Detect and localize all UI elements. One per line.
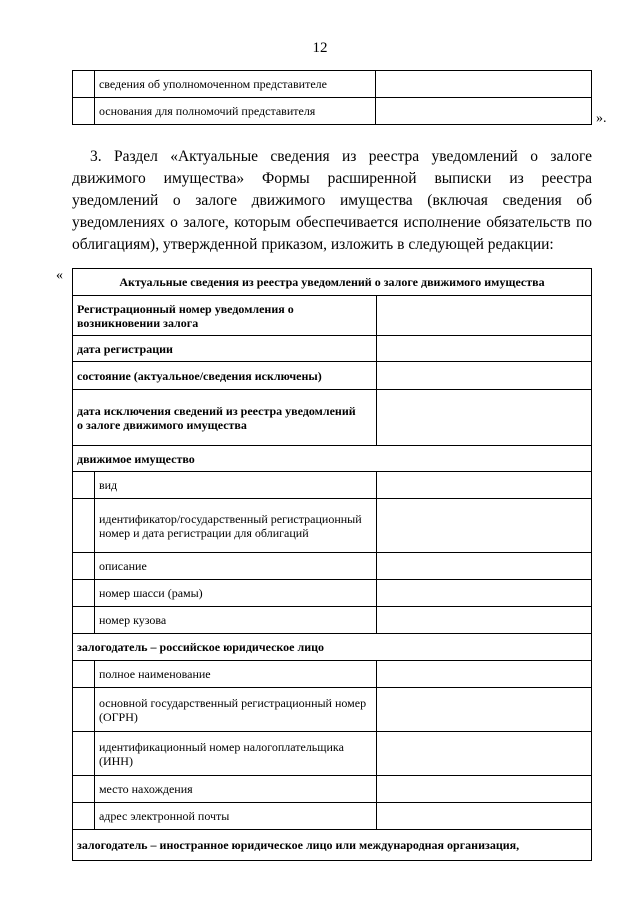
indent-cell (73, 688, 95, 732)
row-label: описание (94, 553, 376, 580)
section-heading: движимое имущество (73, 446, 592, 472)
value-cell (376, 336, 591, 362)
value-cell (376, 71, 592, 98)
indent-cell (73, 472, 95, 499)
indent-cell (73, 732, 95, 776)
table-row (73, 390, 592, 446)
row-label: идентификационный номер налогоплательщика (ИНН) (94, 732, 376, 776)
row-label: сведения об уполномоченном представителе (94, 71, 376, 98)
row-label: вид (94, 472, 376, 499)
row-label: идентификатор/государственный регистрационный номер и дата регистрации для облигаций (94, 499, 376, 553)
value-cell (376, 732, 591, 776)
table-row (73, 553, 592, 580)
table-row (73, 803, 592, 830)
section-heading: залогодатель – иностранное юридическое лицо или международная организация, (73, 830, 592, 861)
indent-cell (73, 803, 95, 830)
table-row (73, 776, 592, 803)
value-cell (376, 472, 591, 499)
value-cell (376, 362, 591, 390)
table-row (73, 661, 592, 688)
table-row (73, 336, 592, 362)
row-label: состояние (актуальное/сведения исключены) (73, 362, 377, 390)
value-cell (376, 688, 591, 732)
row-label: дата регистрации (73, 336, 377, 362)
row-label: номер кузова (94, 607, 376, 634)
table-row (73, 296, 592, 336)
value-cell (376, 580, 591, 607)
table-row (73, 472, 592, 499)
section-row (73, 634, 592, 661)
row-label: основной государственный регистрационный номер (ОГРН) (94, 688, 376, 732)
section-heading: залогодатель – российское юридическое лицо (73, 634, 592, 661)
indent-cell (73, 607, 95, 634)
row-label: место нахождения (94, 776, 376, 803)
value-cell (376, 296, 591, 336)
closing-quote: ». (596, 111, 607, 126)
row-label: адрес электронной почты (94, 803, 376, 830)
table-row (73, 580, 592, 607)
opening-quote: « (56, 268, 63, 283)
section-row (73, 830, 592, 861)
row-label: дата исключения сведений из реестра уведомлений о залоге движимого имущества (73, 390, 377, 446)
value-cell (376, 98, 592, 125)
value-cell (376, 661, 591, 688)
value-cell (376, 390, 591, 446)
table-row (73, 688, 592, 732)
row-label: номер шасси (рамы) (94, 580, 376, 607)
value-cell (376, 607, 591, 634)
table-row (73, 732, 592, 776)
representative-table (72, 70, 592, 125)
value-cell (376, 776, 591, 803)
indent-cell (73, 98, 95, 125)
indent-cell (73, 661, 95, 688)
indent-cell (73, 71, 95, 98)
page-number: 12 (312, 40, 328, 56)
value-cell (376, 803, 591, 830)
indent-cell (73, 580, 95, 607)
row-label: Регистрационный номер уведомления о возникновении залога (73, 296, 377, 336)
indent-cell (73, 499, 95, 553)
indent-cell (73, 553, 95, 580)
row-label: основания для полномочий представителя (94, 98, 376, 125)
row-label: полное наименование (94, 661, 376, 688)
table-row (73, 362, 592, 390)
table-row (73, 499, 592, 553)
table-row (73, 71, 592, 98)
table-header: Актуальные сведения из реестра уведомлений о залоге движимого имущества (73, 269, 592, 296)
pledge-registry-table (72, 268, 592, 861)
value-cell (376, 499, 591, 553)
table-row (73, 607, 592, 634)
value-cell (376, 553, 591, 580)
table-row (73, 98, 592, 125)
table-header-row (73, 269, 592, 296)
indent-cell (73, 776, 95, 803)
amendment-paragraph: 3. Раздел «Актуальные сведения из реестра уведомлений о залоге движимого имущества» Формы расширенной выписки из реестра уведомлений о залоге движимого имущества (включая сведения об уведомлениях о залоге, которым обеспечивается исполнение обязательств по облигациям), утвержденной приказом, изложить в следующей редакции: (72, 148, 592, 253)
section-row (73, 446, 592, 472)
